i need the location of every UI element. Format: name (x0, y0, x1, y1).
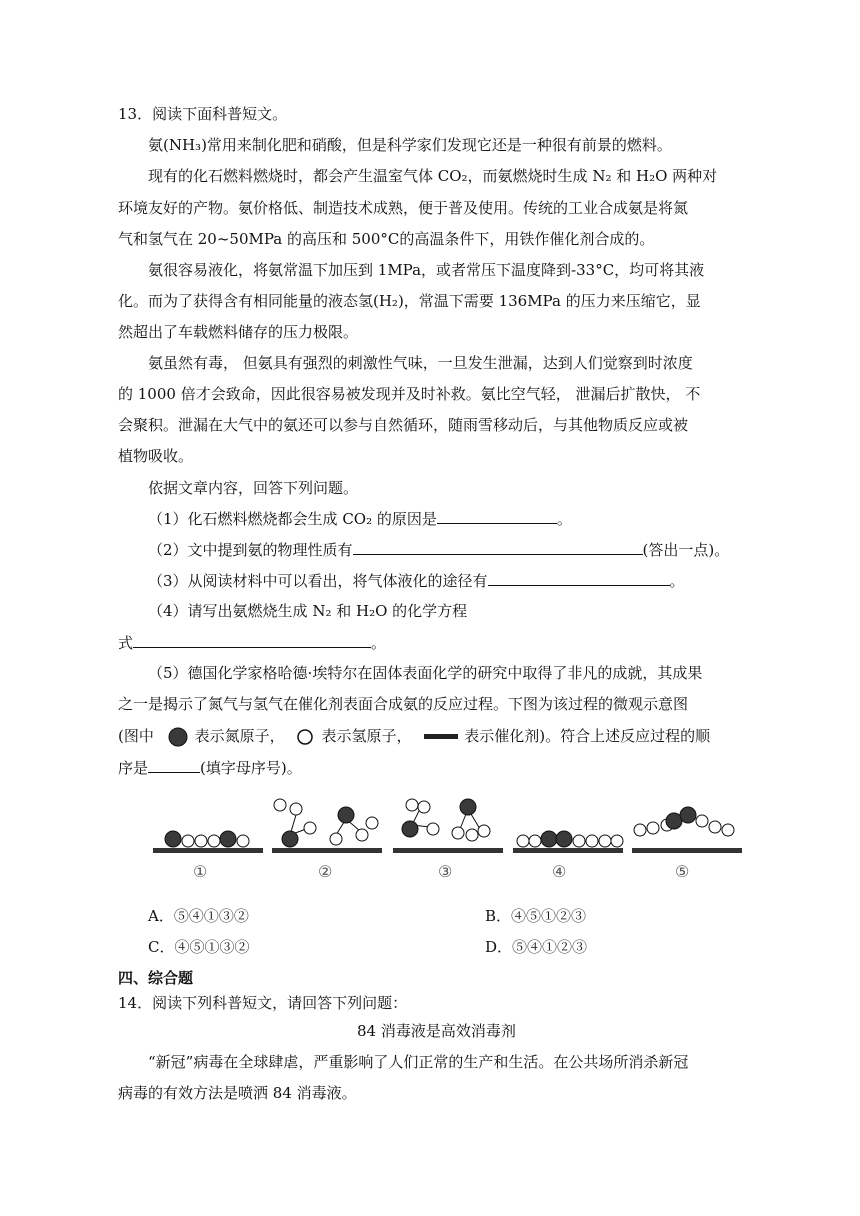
nitrogen-atom (460, 799, 476, 815)
hydrogen-atom (611, 835, 623, 847)
legend-open-paren: (图中 (118, 727, 154, 745)
sub-question-3-text: （3）从阅读材料中可以看出，将气体液化的途径有 (148, 572, 488, 590)
catalyst-icon (424, 732, 458, 742)
choice-c[interactable]: C．④⑤①③② (148, 938, 250, 956)
paragraph-2-line-2: 环境友好的产物。氨价格低、制造技术成熟，便于普及使用。传统的工业合成氨是将氮 (118, 199, 689, 217)
sub-question-5-line-2: 之一是揭示了氮气与氢气在催化剂表面合成氨的反应过程。下图为该过程的微观示意图 (118, 695, 689, 713)
sub-question-3 (148, 570, 685, 591)
paragraph-1: 氨(NH₃)常用来制化肥和硝酸，但是科学家们发现它还是一种很有前景的燃料。 (148, 136, 672, 154)
sub-question-5-line-3 (118, 726, 710, 748)
catalyst-surface (153, 848, 263, 853)
section-heading: 四、综合题 (118, 969, 194, 987)
panel-label-3: ③ (438, 862, 453, 881)
nitrogen-atom (165, 831, 181, 847)
hydrogen-atom (709, 821, 721, 833)
hydrogen-atom (366, 817, 378, 829)
hydrogen-atom (586, 835, 598, 847)
answer-blank-1[interactable] (437, 508, 557, 524)
q14-paragraph-line-2: 病毒的有效方法是喷洒 84 消毒液。 (118, 1084, 357, 1102)
sub-question-2 (148, 539, 729, 560)
nitrogen-atom (282, 831, 298, 847)
paragraph-2-line-1: 现有的化石燃料燃烧时，都会产生温室气体 CO₂，而氨燃烧时生成 N₂ 和 H₂O 两种对 (148, 167, 718, 185)
legend-catalyst-label: 表示催化剂)。符合上述反应过程的顺 (464, 727, 711, 745)
hydrogen-atom (290, 803, 302, 815)
hydrogen-atom (478, 825, 490, 837)
panel-1 (153, 831, 263, 853)
ask-line: 依据文章内容，回答下列问题。 (148, 479, 359, 497)
paragraph-4-line-3: 会聚积。泄漏在大气中的氨还可以参与自然循环，随雨雪移动后，与其他物质反应或被 (118, 416, 689, 434)
panel-label-2: ② (318, 862, 333, 881)
nitrogen-atom (338, 807, 354, 823)
question-number: 13． (118, 105, 153, 123)
choice-d[interactable]: D．⑤④①②③ (485, 938, 588, 956)
catalyst-surface (272, 848, 382, 853)
paragraph-3-line-2: 化。而为了获得含有相同能量的液态氢(H₂)，常温下需要 136MPa 的压力来压缩它，显 (118, 292, 701, 310)
nitrogen-atom (402, 821, 418, 837)
hydrogen-atom (599, 835, 611, 847)
q14-paragraph-line-1: “新冠”病毒在全球肆虐，严重影响了人们正常的生产和生活。在公共场所消杀新冠 (148, 1053, 689, 1071)
legend-hydrogen-label: 表示氢原子， (321, 727, 412, 745)
nitrogen-atom (220, 831, 236, 847)
sub-question-4-word: 式 (118, 634, 134, 652)
hydrogen-atom (722, 824, 734, 836)
panel-label-5: ⑤ (675, 862, 690, 881)
hydrogen-atom (406, 799, 418, 811)
hydrogen-atom (356, 829, 368, 841)
sub-question-5-line-1: （5）德国化学家格哈德·埃特尔在固体表面化学的研究中取得了非凡的成就，其成果 (148, 664, 703, 682)
answer-blank-5[interactable] (148, 757, 200, 773)
hydrogen-atom (208, 835, 220, 847)
hydrogen-atom (634, 824, 646, 836)
choice-b[interactable]: B．④⑤①②③ (485, 907, 587, 925)
sub-question-1 (148, 508, 572, 529)
catalyst-surface (393, 848, 503, 853)
hydrogen-atom (237, 835, 249, 847)
paragraph-3-line-1: 氨很容易液化，将氨常温下加压到 1MPa，或者常压下温度降到-33°C，均可将其液 (148, 261, 705, 279)
sub-question-2-end: (答出一点)。 (642, 541, 730, 559)
panel-3 (393, 799, 503, 853)
nitrogen-atom (680, 807, 696, 823)
panel-2 (272, 799, 382, 853)
hydrogen-atom (330, 833, 342, 845)
paragraph-4-line-2: 的 1000 倍才会致命，因此很容易被发现并及时补救。氨比空气轻， 泄漏后扩散快， 不 (118, 385, 701, 403)
hydrogen-atom (427, 823, 439, 835)
panel-4 (513, 831, 623, 853)
nitrogen-atom (541, 831, 557, 847)
panel-5 (632, 807, 742, 853)
sub-question-1-end: 。 (556, 510, 572, 528)
hydrogen-atom (696, 815, 708, 827)
sub-question-5-order-text: 序是 (118, 759, 149, 777)
hydrogen-atom (418, 801, 430, 813)
hydrogen-atom-icon (295, 727, 315, 747)
hydrogen-atom (182, 835, 194, 847)
sub-question-2-text: （2）文中提到氨的物理性质有 (148, 541, 353, 559)
paragraph-3-line-3: 然超出了车载燃料储存的压力极限。 (118, 323, 359, 341)
catalyst-surface (632, 848, 742, 853)
article-title: 84 消毒液是高效消毒剂 (357, 1022, 516, 1040)
sub-question-1-text: （1）化石燃料燃烧都会生成 CO₂ 的原因是 (148, 510, 437, 528)
sub-question-4-line-2 (118, 632, 386, 653)
intro-text: 阅读下面科普短文。 (152, 105, 288, 123)
hydrogen-atom (274, 799, 286, 811)
paragraph-2-line-3: 气和氢气在 20~50MPa 的高压和 500°C的高温条件下，用铁作催化剂合成的。 (118, 230, 655, 248)
legend-nitrogen-label: 表示氮原子， (194, 727, 285, 745)
hydrogen-atom (452, 827, 464, 839)
hydrogen-atom (466, 829, 478, 841)
hydrogen-atom (304, 822, 316, 834)
answer-blank-3[interactable] (488, 570, 670, 586)
choice-a[interactable]: A．⑤④①③② (148, 907, 249, 925)
sub-question-4-end: 。 (371, 634, 387, 652)
hydrogen-atom (647, 822, 659, 834)
panel-label-1: ① (193, 862, 208, 881)
answer-blank-4[interactable] (133, 632, 371, 648)
answer-blank-2[interactable] (353, 539, 643, 555)
nitrogen-atom-icon (167, 726, 189, 748)
question-13-intro (118, 104, 287, 124)
sub-question-5-line-4 (118, 757, 302, 778)
sub-question-3-end: 。 (669, 572, 685, 590)
sub-question-5-end: (填字母序号)。 (200, 759, 302, 777)
hydrogen-atom (517, 835, 529, 847)
sub-question-4-line-1: （4）请写出氨燃烧生成 N₂ 和 H₂O 的化学方程 (148, 602, 468, 620)
catalyst-surface (513, 848, 623, 853)
nitrogen-atom (556, 831, 572, 847)
hydrogen-atom (529, 835, 541, 847)
paragraph-4-line-1: 氨虽然有毒， 但氨具有强烈的刺激性气味，一旦发生泄漏，达到人们觉察到时浓度 (148, 354, 693, 372)
question-14-intro: 14．阅读下列科普短文，请回答下列问题： (118, 994, 408, 1012)
hydrogen-atom (573, 835, 585, 847)
paragraph-4-line-4: 植物吸收。 (118, 447, 194, 465)
hydrogen-atom (195, 835, 207, 847)
panel-label-4: ④ (552, 862, 567, 881)
